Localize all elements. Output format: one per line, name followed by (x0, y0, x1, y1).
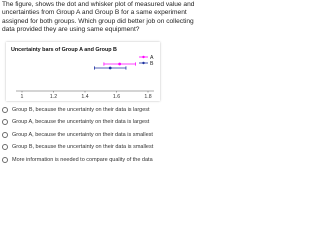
x-tick-label: 1.4 (81, 94, 89, 100)
x-tick-label: 1 (20, 94, 24, 100)
chart-figure (6, 42, 160, 101)
answer-option-label: Group B, because the uncertainty on their data is smallest (12, 144, 154, 151)
radio-button[interactable] (2, 119, 8, 125)
answer-option-label: Group A, because the uncertainty on their data is smallest (12, 131, 153, 138)
radio-button[interactable] (2, 132, 8, 138)
data-point (118, 63, 121, 66)
x-tick-label: 1.8 (144, 94, 152, 100)
chart-title: Uncertainty bars of Group A and Group B (11, 47, 117, 53)
radio-button[interactable] (2, 157, 8, 163)
answer-option[interactable] (0, 154, 200, 166)
x-tick-label: 1.6 (112, 94, 121, 100)
uncertainty-chart (6, 42, 160, 101)
legend-label: B (150, 60, 154, 67)
question-text: The figure, shows the dot and whisker plot of measured value and uncertainties from Group A and Group B for a same experiment assigned for both groups. Which group did better job on collecting data provided they are using same equipment? (2, 1, 195, 34)
chart-legend (139, 55, 154, 67)
legend-swatch-dot (142, 62, 144, 64)
answer-option[interactable] (0, 141, 200, 153)
radio-button[interactable] (2, 107, 8, 113)
x-axis-ticks (21, 91, 152, 100)
error-bars (94, 62, 135, 69)
legend-label: A (150, 54, 154, 61)
x-tick-label: 1.2 (49, 94, 58, 100)
answer-option[interactable] (0, 104, 200, 116)
data-point (109, 67, 112, 70)
legend-swatch-dot (142, 56, 144, 58)
answer-option[interactable] (0, 129, 200, 141)
answer-option[interactable] (0, 116, 200, 128)
answer-option-label: More information is needed to compare quality of the data (12, 156, 153, 163)
answer-option-label: Group B, because the uncertainty on their data is largest (12, 107, 150, 113)
radio-button[interactable] (2, 144, 8, 150)
answer-options (0, 104, 200, 166)
answer-option-label: Group A, because the uncertainty on their data is largest (12, 119, 150, 126)
